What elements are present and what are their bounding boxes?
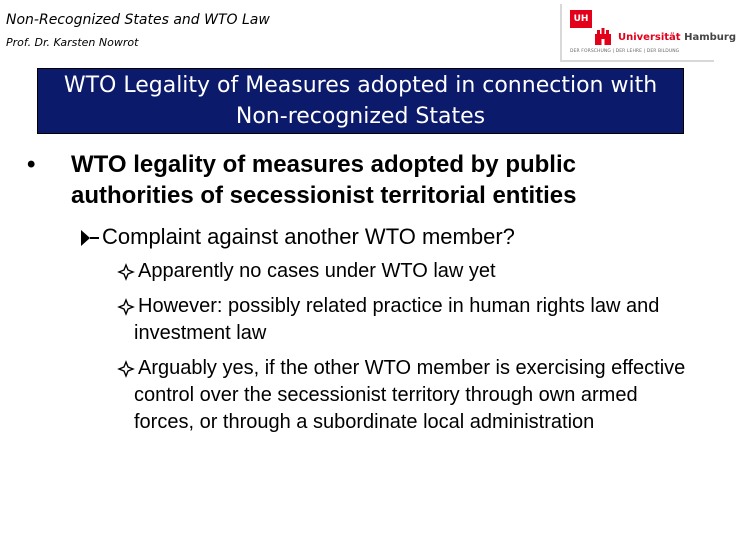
university-motto: DER FORSCHUNG | DER LEHRE | DER BILDUNG <box>570 49 680 54</box>
bullet-level2-text: Complaint against another WTO member? <box>102 224 515 249</box>
university-logo <box>560 4 736 62</box>
bullet-level2 <box>80 222 700 252</box>
bullet-level3 <box>118 258 688 285</box>
bullet-level3-text: Apparently no cases under WTO law yet <box>138 260 496 282</box>
uh-logo-mark: UH <box>570 10 592 28</box>
university-name-city: Hamburg <box>684 32 736 43</box>
bullet-level3-text: However: possibly related practice in human rights law and investment law <box>134 295 660 344</box>
bullet-dot-icon: • <box>27 151 36 178</box>
slide-title: WTO Legality of Measures adopted in connection with Non-recognized States <box>63 73 658 129</box>
slide-header-title: Non-Recognized States and WTO Law <box>6 12 270 28</box>
bullet-level3 <box>118 293 688 347</box>
university-name <box>618 32 736 43</box>
bullet-level1 <box>27 149 697 211</box>
city-seal-icon <box>594 28 612 46</box>
slide-title-banner <box>37 68 684 134</box>
university-name-red: Universität <box>618 32 681 43</box>
slide-header-author: Prof. Dr. Karsten Nowrot <box>6 36 139 49</box>
bullet-level3 <box>118 355 688 436</box>
bullet-level3-text: Arguably yes, if the other WTO member is exercising effective control over the secessionist territory through own armed forces, or through a subordinate local administration <box>134 357 686 433</box>
bullet-level1-text: WTO legality of measures adopted by public authorities of secessionist territorial entities <box>71 151 577 209</box>
